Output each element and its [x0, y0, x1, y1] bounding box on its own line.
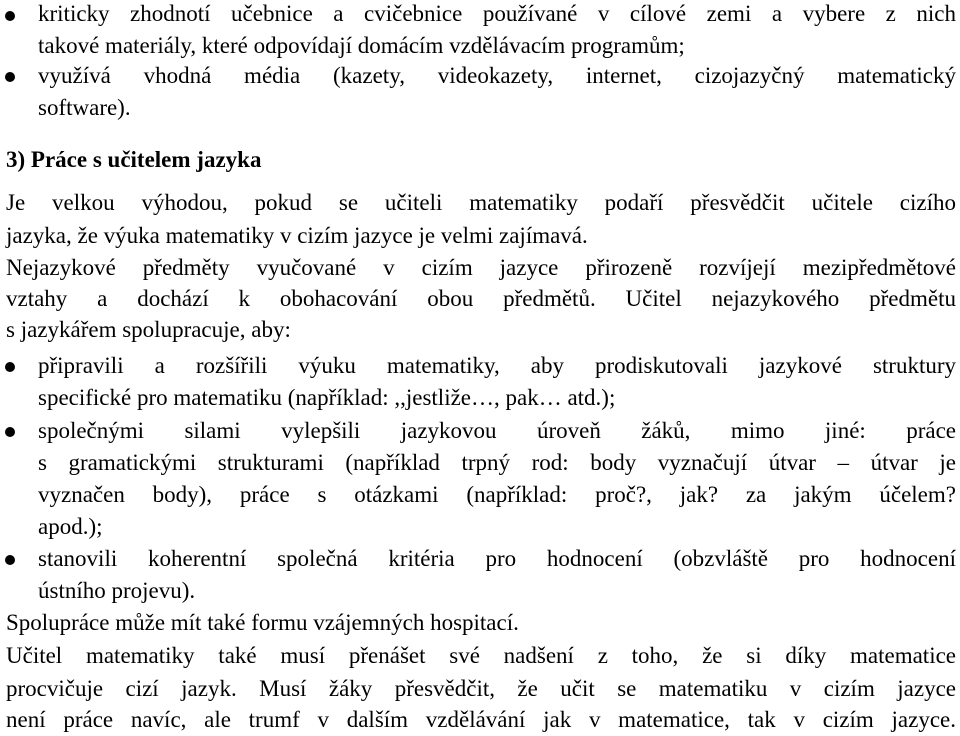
bullet-text-line: vyznačen body), práce s otázkami (například: proč?, jak? za jakým účelem?: [38, 482, 956, 507]
bullet-text-line: specifické pro matematiku (například: ,,jestliže…, pak… atd.);: [38, 385, 616, 410]
bullet-text-line: ústního projevu).: [38, 578, 196, 603]
bullet-text-line: společnými silami vylepšili jazykovou úroveň žáků, mimo jiné: práce: [38, 418, 956, 443]
paragraph-line: není práce navíc, ale trumf v dalším vzdělávání jak v matematice, tak v cizím jazyce.: [6, 707, 956, 732]
bullet-text-line: stanovili koherentní společná kritéria pro hodnocení (obzvláště pro hodnocení: [38, 546, 956, 571]
bullet-dot: [5, 362, 15, 372]
bullet-text-line: software).: [38, 95, 131, 120]
bullet-dot: [5, 11, 15, 21]
paragraph-line: Spolupráce může mít také formu vzájemných hospitací.: [6, 610, 519, 635]
bullet-dot: [5, 72, 15, 82]
paragraph-line: s jazykářem spolupracuje, aby:: [6, 317, 291, 342]
paragraph-line: vztahy a dochází k obohacování obou předmětů. Učitel nejazykového předmětu: [6, 286, 956, 311]
paragraph-line: Je velkou výhodou, pokud se učiteli matematiky podaří přesvědčit učitele cizího: [6, 190, 956, 215]
paragraph-line: procvičuje cizí jazyk. Musí žáky přesvědčit, že učit se matematiku v cizím jazyce: [6, 676, 956, 701]
paragraph-line: jazyka, že výuka matematiky v cizím jazyce je velmi zajímavá.: [6, 223, 588, 248]
bullet-text-line: s gramatickými strukturami (například trpný rod: body vyznačují útvar – útvar je: [38, 450, 956, 475]
bullet-text-line: apod.);: [38, 514, 103, 539]
section-heading: 3) Práce s učitelem jazyka: [6, 147, 262, 172]
bullet-dot: [5, 427, 15, 437]
bullet-dot: [5, 555, 15, 565]
paragraph-line: Učitel matematiky také musí přenášet své nadšení z toho, že si díky matematice: [6, 643, 956, 668]
bullet-text-line: kriticky zhodnotí učebnice a cvičebnice používané v cílové zemi a vybere z nich: [38, 1, 956, 26]
bullet-text-line: takové materiály, které odpovídají domácím vzdělávacím programům;: [38, 33, 685, 58]
bullet-text-line: využívá vhodná média (kazety, videokazety, internet, cizojazyčný matematický: [38, 63, 956, 88]
paragraph-line: Nejazykové předměty vyučované v cizím jazyce přirozeně rozvíjejí mezipředmětové: [6, 255, 956, 280]
bullet-text-line: připravili a rozšířili výuku matematiky, aby prodiskutovali jazykové struktury: [38, 353, 956, 378]
